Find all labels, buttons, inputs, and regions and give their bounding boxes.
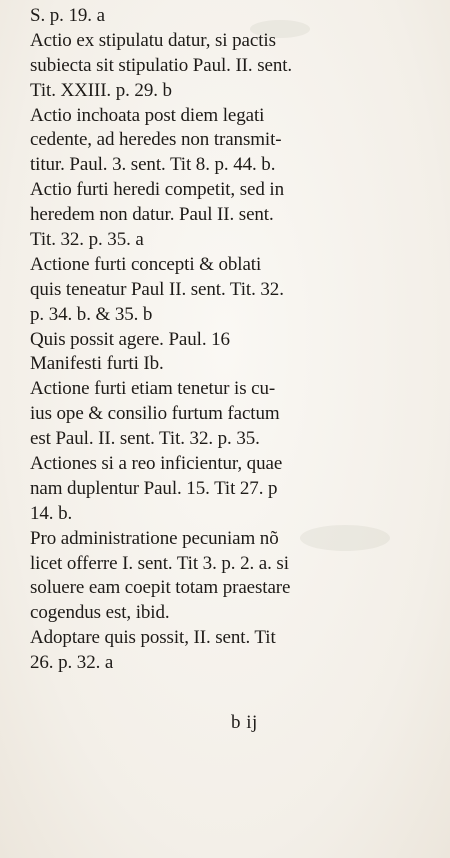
text-line: Pro administratione pecuniam nõ (30, 527, 279, 549)
text-line: est Paul. II. sent. Tit. 32. p. 35. (30, 428, 260, 450)
text-line: Manifesti furti Ib. (30, 353, 164, 375)
text-line: cedente, ad heredes non transmit- (30, 129, 282, 151)
text-line: ius ope & consilio furtum factum (30, 403, 280, 425)
text-line: S. p. 19. a (30, 5, 105, 26)
text-line: Tit. XXIII. p. 29. b (30, 79, 172, 101)
text-line: 26. p. 32. a (30, 652, 114, 674)
text-line: Actione furti concepti & oblati (30, 253, 262, 275)
text-line: 14. b. (30, 502, 73, 524)
text-line: quis teneatur Paul II. sent. Tit. 32. (30, 278, 284, 300)
index-text-block (30, 4, 430, 676)
text-line: Actio ex stipulatu datur, si pactis (30, 29, 276, 51)
text-line: licet offerre I. sent. Tit 3. p. 2. a. si (30, 552, 289, 574)
text-line: titur. Paul. 3. sent. Tit 8. p. 44. b. (30, 154, 276, 176)
text-line: Quis possit agere. Paul. 16 (30, 328, 230, 350)
text-line: Actio inchoata post diem legati (30, 104, 265, 126)
text-line: subiecta sit stipulatio Paul. II. sent. (30, 54, 293, 76)
text-line: Actione furti etiam tenetur is cu- (30, 378, 276, 400)
text-line: cogendus est, ibid. (30, 602, 170, 624)
text-line: nam duplentur Paul. 15. Tit 27. p (30, 477, 278, 499)
text-line: Actiones si a reo inficientur, quae (30, 453, 283, 475)
text-line: soluere eam coepit totam praestare (30, 577, 291, 599)
signature-mark: b ij (231, 712, 258, 733)
text-line: heredem non datur. Paul II. sent. (30, 204, 274, 226)
text-line: Adoptare quis possit, II. sent. Tit (30, 627, 276, 649)
text-line: Tit. 32. p. 35. a (30, 229, 144, 251)
text-line: Actio furti heredi competit, sed in (30, 179, 284, 201)
text-line: p. 34. b. & 35. b (30, 303, 153, 325)
